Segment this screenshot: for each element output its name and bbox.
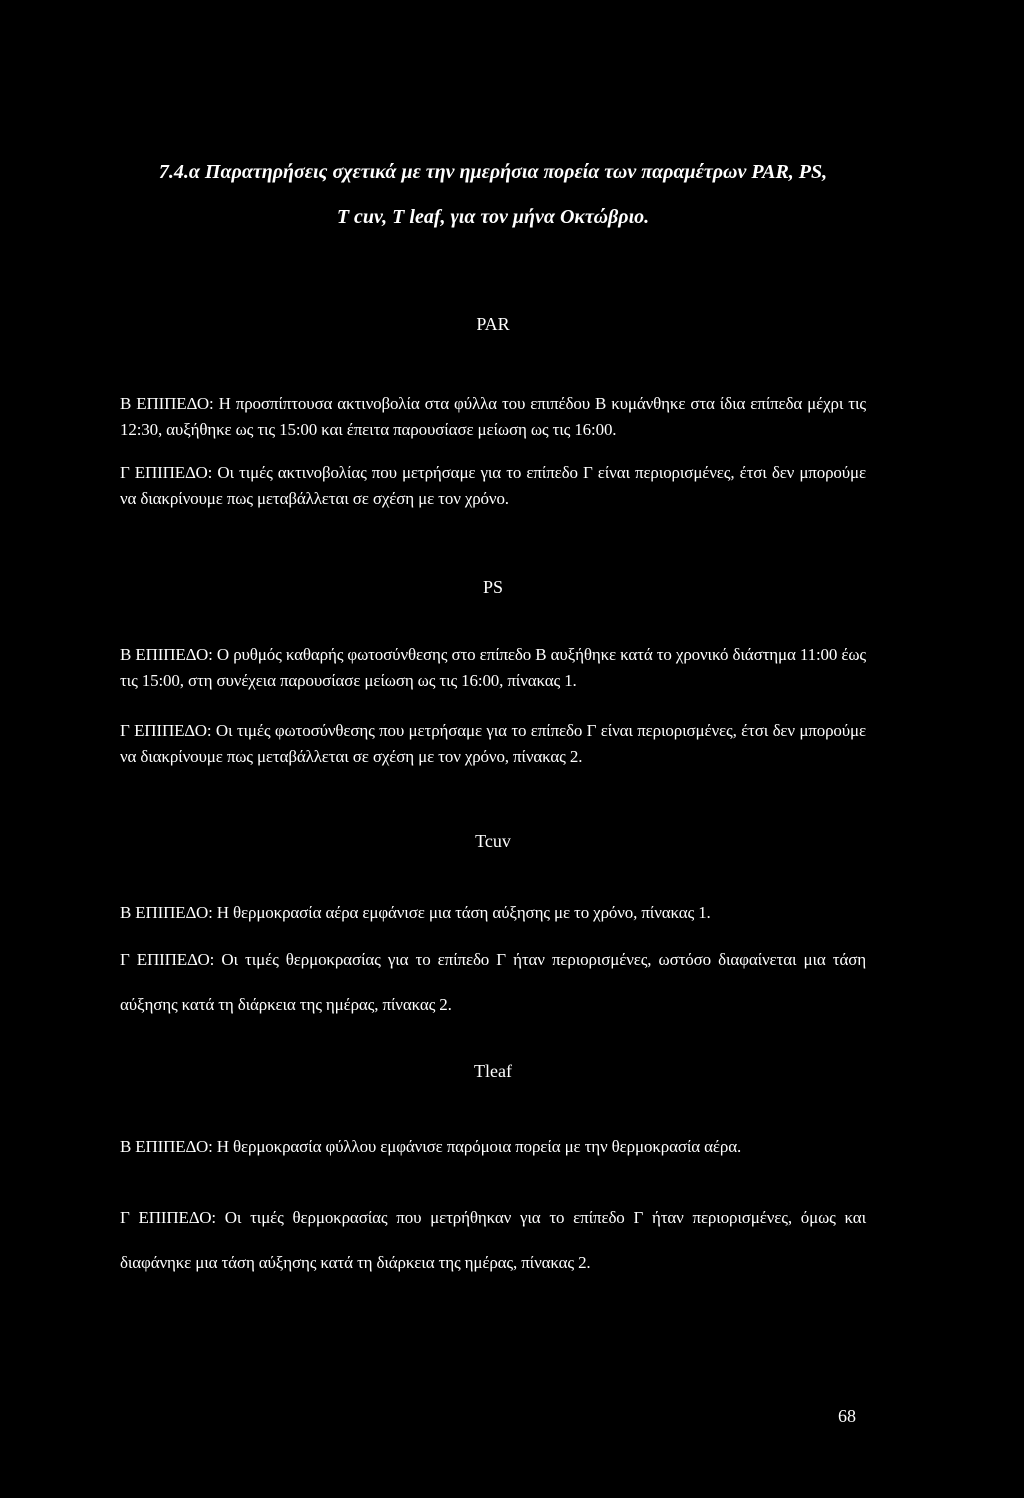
tcuv-b-level-paragraph: Β ΕΠΙΠΕΔΟ: Η θερμοκρασία αέρα εμφάνισε μια τάση αύξησης με το χρόνο, πίνακας 1. (120, 903, 711, 922)
tcuv-g-level-paragraph: Γ ΕΠΙΠΕΔΟ: Οι τιμές θερμοκρασίας για το επίπεδο Γ ήταν περιορισμένες, ωστόσο διαφαίνεται μια τάση αύξησης κατά τη διάρκεια της ημέρας, πίνακας 2. (120, 950, 866, 1014)
tleaf-b-level-paragraph: Β ΕΠΙΠΕΔΟ: Η θερμοκρασία φύλλου εμφάνισε παρόμοια πορεία με την θερμοκρασία αέρα. (120, 1137, 742, 1156)
document-page (120, 0, 866, 1498)
section-heading-line-2: T cuv, T leaf, για τον μήνα Οκτώβριο. (336, 206, 650, 228)
ps-title: PS (482, 577, 504, 597)
section-heading-line-1: 7.4.α Παρατηρήσεις σχετικά με την ημερήσια πορεία των παραμέτρων PAR, PS, (158, 161, 828, 183)
par-g-level-paragraph: Γ ΕΠΙΠΕΔΟ: Οι τιμές ακτινοβολίας που μετρήσαμε για το επίπεδο Γ είναι περιορισμένες, έτσι δεν μπορούμε να διακρίνουμε πως μεταβάλλεται σε σχέση με τον χρόνο. (120, 463, 866, 508)
ps-b-level-paragraph: Β ΕΠΙΠΕΔΟ: Ο ρυθμός καθαρής φωτοσύνθεσης στο επίπεδο Β αυξήθηκε κατά το χρονικό διάστημα 11:00 έως τις 15:00, στη συνέχεια παρουσίασε μείωση ως τις 16:00, πίνακας 1. (120, 645, 866, 690)
page-number: 68 (838, 1406, 856, 1426)
tleaf-g-level-paragraph: Γ ΕΠΙΠΕΔΟ: Οι τιμές θερμοκρασίας που μετρήθηκαν για το επίπεδο Γ ήταν περιορισμένες, όμως και διαφάνηκε μια τάση αύξησης κατά τη διάρκεια της ημέρας, πίνακας 2. (120, 1208, 866, 1272)
ps-g-level-paragraph: Γ ΕΠΙΠΕΔΟ: Οι τιμές φωτοσύνθεσης που μετρήσαμε για το επίπεδο Γ είναι περιορισμένες, έτσι δεν μπορούμε να διακρίνουμε πως μεταβάλλεται σε σχέση με τον χρόνο, πίνακας 2. (120, 721, 866, 766)
tcuv-title: Tcuv (475, 831, 511, 851)
tleaf-title: Tleaf (474, 1061, 512, 1081)
par-title: PAR (476, 314, 510, 334)
par-b-level-paragraph: Β ΕΠΙΠΕΔΟ: Η προσπίπτουσα ακτινοβολία στα φύλλα του επιπέδου Β κυμάνθηκε στα ίδια επίπεδα μέχρι τις 12:30, αυξήθηκε ως τις 15:00 και έπειτα παρουσίασε μείωση ως τις 16:00. (120, 394, 866, 439)
